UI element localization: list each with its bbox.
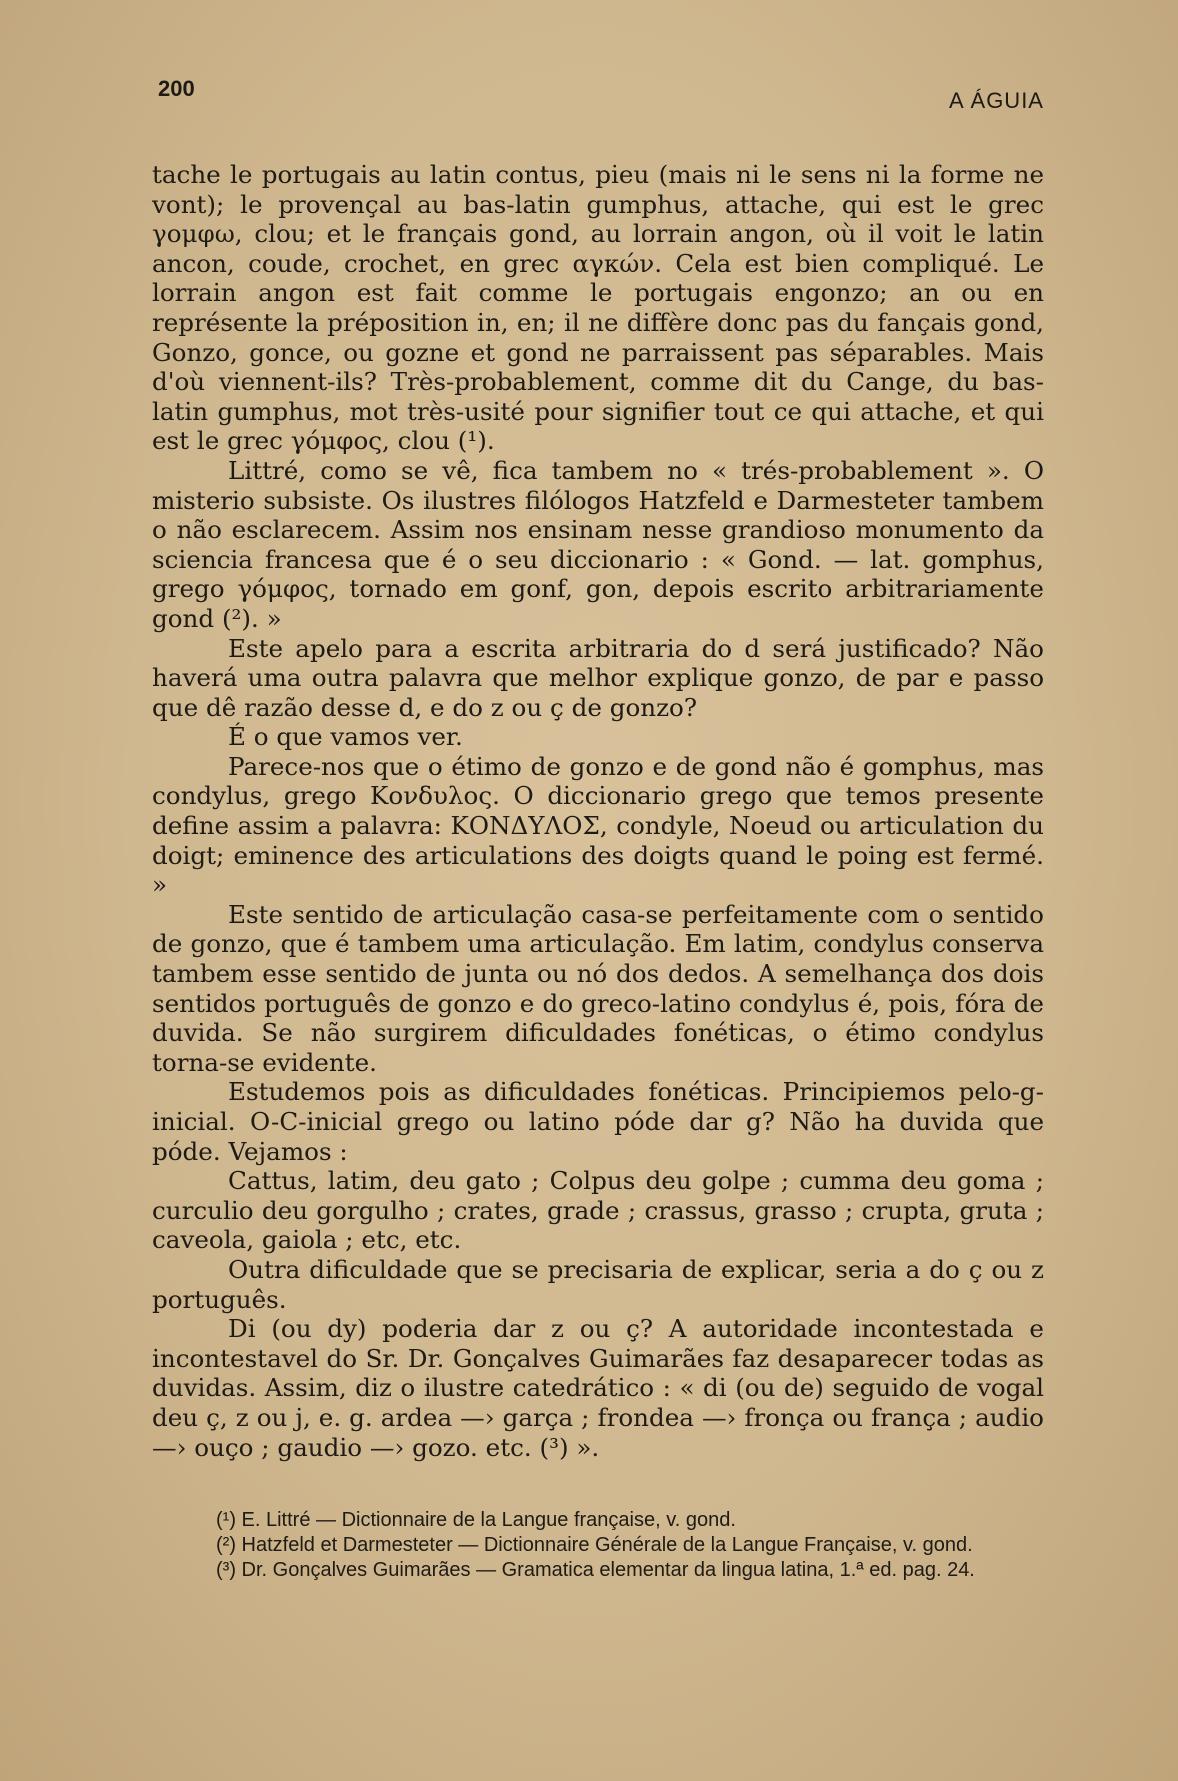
footnote: (¹) E. Littré — Dictionnaire de la Langue française, v. gond.	[216, 1509, 736, 1531]
paragraph: tache le portugais au latin contus, pieu (mais ni le sens ni la forme ne vont); le provençal au bas-latin gumphus, attache, qui est le grec γομφω, clou; et le français gond, au lorrain angon, où il voit le latin ancon, coude, crochet, en grec αγκών. Cela est bien compliqué. Le lorrain angon est fait comme le portugais engonzo; an ou en représente la préposition in, en; il ne diffère donc pas du fançais gond, Gonzo, gonce, ou gozne et gond ne parraissent pas séparables. Mais d'où viennent-ils? Très-probablement, comme dit du Cange, du bas-latin gumphus, mot très-usité pour signifier tout ce qui attache, et qui est le grec γόμφος, clou (¹).	[152, 160, 1044, 456]
paragraph: Di (ou dy) poderia dar z ou ç? A autoridade incontestada e incontestavel do Sr. Dr. Gonçalves Guimarães faz desaparecer todas as duvidas. Assim, diz o ilustre catedrático : « di (ou de) seguido de vogal deu ç, z ou j, e. g. ardea —› garça ; frondea —› fronça ou frança ; audio —› ouço ; gaudio —› gozo. etc. (³) ».	[152, 1314, 1044, 1462]
body-text	[152, 160, 1044, 1462]
paragraph: Estudemos pois as dificuldades fonéticas. Principiemos pelo-g-inicial. O-C-inicial grego ou latino póde dar g? Não ha duvida que póde. Vejamos :	[152, 1077, 1044, 1166]
paragraph: Parece-nos que o étimo de gonzo e de gond não é gomphus, mas condylus, grego Κονδυλος. O diccionario grego que temos presente define assim a palavra: ΚΟΝΔΥΛΟΣ, condyle, Noeud ou articulation du doigt; eminence des articulations des doigts quand le poing est fermé. »	[152, 751, 1044, 900]
paragraph: Este sentido de articulação casa-se perfeitamente com o sentido de gonzo, que é tambem uma articulação. Em latim, condylus conserva tambem esse sentido de junta ou nó dos dedos. A semelhança dos dois sentidos português de gonzo e do greco-latino condylus é, pois, fóra de duvida. Se não surgirem dificuldades fonéticas, o étimo condylus torna-se evidente.	[152, 899, 1044, 1077]
page-number: 200	[158, 76, 195, 101]
running-title: A ÁGUIA	[948, 88, 1044, 113]
paragraph: É o que vamos ver.	[228, 722, 463, 752]
footnote: (²) Hatzfeld et Darmesteter — Dictionnaire Générale de la Langue Française, v. gond.	[216, 1534, 973, 1556]
paragraph: Cattus, latim, deu gato ; Colpus deu golpe ; cumma deu goma ; curculio deu gorgulho ; crates, grade ; crassus, grasso ; crupta, gruta ; caveola, gaiola ; etc, etc.	[152, 1166, 1044, 1255]
paragraph: Este apelo para a escrita arbitraria do d será justificado? Não haverá uma outra palavra que melhor explique gonzo, de par e passo que dê razão desse d, e do z ou ç de gonzo?	[152, 633, 1044, 722]
page-header	[158, 76, 1044, 116]
paragraph: Littré, como se vê, fica tambem no « trés-probablement ». O misterio subsiste. Os ilustres filólogos Hatzfeld e Darmesteter tambem o não esclarecem. Assim nos ensinam nesse grandioso monumento da sciencia francesa que é o seu diccionario : « Gond. — lat. gomphus, grego γόμφος, tornado em gonf, gon, depois escrito arbitrariamente gond (²). »	[152, 455, 1044, 633]
footnote: (³) Dr. Gonçalves Guimarães — Gramatica elementar da lingua latina, 1.ª ed. pag. 24.	[216, 1559, 975, 1581]
footnotes	[150, 1508, 1042, 1583]
paragraph: Outra dificuldade que se precisaria de explicar, seria a do ç ou z português.	[152, 1254, 1044, 1314]
